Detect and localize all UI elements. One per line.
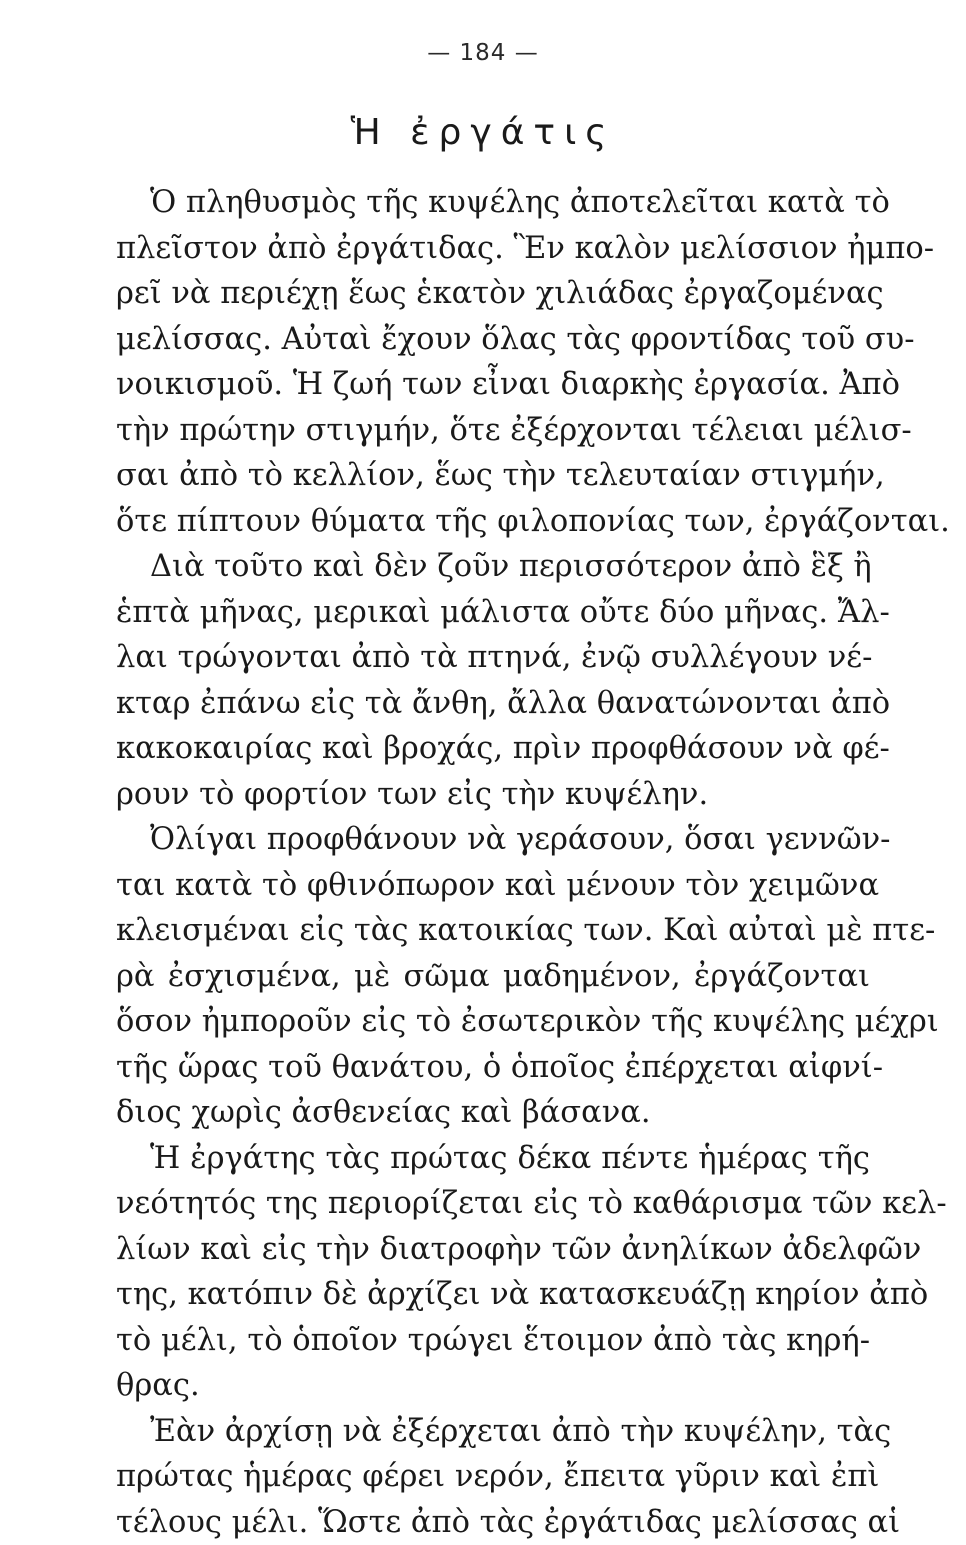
text-line: ται κατὰ τὸ φθινόπωρον καὶ μένουν τὸν χειμῶνα (116, 863, 870, 909)
text-line: σαι ἀπὸ τὸ κελλίον, ἕως τὴν τελευταίαν στιγμήν, (116, 453, 870, 499)
text-line: Ἡ ἐργάτης τὰς πρώτας δέκα πέντε ἡμέρας τῆς (116, 1136, 870, 1182)
text-line: ρεῖ νὰ περιέχῃ ἕως ἑκατὸν χιλιάδας ἐργαζομένας (116, 271, 870, 317)
text-line: Ἐὰν ἀρχίσῃ νὰ ἐξέρχεται ἀπὸ τὴν κυψέλην, τὰς (116, 1409, 870, 1455)
text-line: Ὀλίγαι προφθάνουν νὰ γεράσουν, ὅσαι γεννῶν- (116, 817, 870, 863)
text-line: κακοκαιρίας καὶ βροχάς, πρὶν προφθάσουν νὰ φέ- (116, 726, 870, 772)
text-line: Ὁ πληθυσμὸς τῆς κυψέλης ἀποτελεῖται κατὰ τὸ (116, 180, 870, 226)
text-line: νεότητός της περιορίζεται εἰς τὸ καθάρισμα τῶν κελ- (116, 1181, 870, 1227)
text-line: ρὰ ἐσχισμένα, μὲ σῶμα μαδημένον, ἐργάζονται (116, 954, 870, 1000)
text-line: θρας. (116, 1363, 870, 1409)
body-text (116, 180, 870, 1545)
text-line: πρώτας ἡμέρας φέρει νερόν, ἔπειτα γῦριν καὶ ἐπὶ (116, 1454, 870, 1500)
text-line: τὴν πρώτην στιγμήν, ὅτε ἐξέρχονται τέλειαι μέλισ- (116, 408, 870, 454)
text-line: ρουν τὸ φορτίον των εἰς τὴν κυψέλην. (116, 772, 870, 818)
text-line: κταρ ἐπάνω εἰς τὰ ἄνθη, ἄλλα θανατώνονται ἀπὸ (116, 681, 870, 727)
text-line: ὅσον ἠμποροῦν εἰς τὸ ἐσωτερικὸν τῆς κυψέλης μέχρι (116, 999, 870, 1045)
text-line: της, κατόπιν δὲ ἀρχίζει νὰ κατασκευάζῃ κηρίον ἀπὸ (116, 1272, 870, 1318)
text-line: διος χωρὶς ἀσθενείας καὶ βάσανα. (116, 1090, 870, 1136)
text-line: πλεῖστον ἀπὸ ἐργάτιδας. Ἓν καλὸν μελίσσιον ἠμπο- (116, 226, 870, 272)
page-number: — 184 — (0, 40, 966, 66)
text-line: νοικισμοῦ. Ἡ ζωή των εἶναι διαρκὴς ἐργασία. Ἀπὸ (116, 362, 870, 408)
text-line: Διὰ τοῦτο καὶ δὲν ζοῦν περισσότερον ἀπὸ ἓξ ἢ (116, 544, 870, 590)
text-line: λίων καὶ εἰς τὴν διατροφὴν τῶν ἀνηλίκων ἀδελφῶν (116, 1227, 870, 1273)
chapter-title: Ἡ ἐργάτις (0, 112, 966, 153)
text-line: ἑπτὰ μῆνας, μερικαὶ μάλιστα οὔτε δύο μῆνας. Ἄλ- (116, 590, 870, 636)
text-line: λαι τρώγονται ἀπὸ τὰ πτηνά, ἐνῷ συλλέγουν νέ- (116, 635, 870, 681)
text-line: τέλους μέλι. Ὥστε ἀπὸ τὰς ἐργάτιδας μελίσσας αἱ (116, 1500, 870, 1545)
text-line: κλεισμέναι εἰς τὰς κατοικίας των. Καὶ αὐταὶ μὲ πτε- (116, 908, 870, 954)
text-line: τῆς ὥρας τοῦ θανάτου, ὁ ὁποῖος ἐπέρχεται αἰφνί- (116, 1045, 870, 1091)
text-line: μελίσσας. Αὐταὶ ἔχουν ὅλας τὰς φροντίδας τοῦ συ- (116, 317, 870, 363)
text-line: ὅτε πίπτουν θύματα τῆς φιλοπονίας των, ἐργάζονται. (116, 499, 870, 545)
text-line: τὸ μέλι, τὸ ὁποῖον τρώγει ἕτοιμον ἀπὸ τὰς κηρή- (116, 1318, 870, 1364)
